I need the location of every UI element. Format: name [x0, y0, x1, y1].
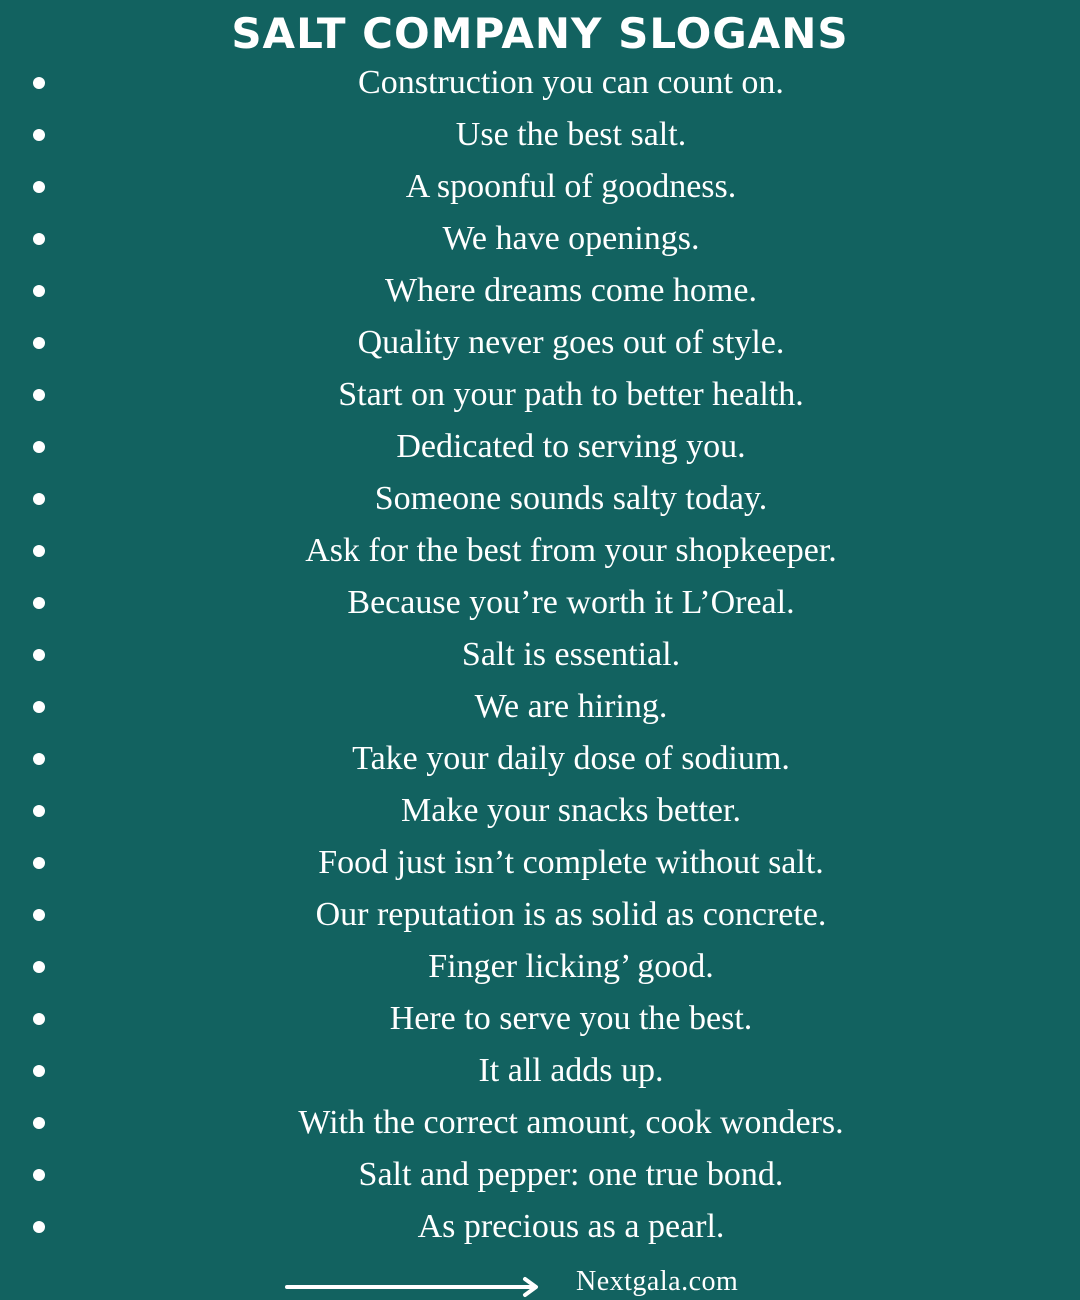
- list-item: [0, 421, 1080, 473]
- slogan-text: Start on your path to better health.: [338, 376, 804, 413]
- bullet-icon: [33, 909, 45, 921]
- list-item: [0, 525, 1080, 577]
- list-item: [0, 317, 1080, 369]
- bullet-icon: [33, 1221, 45, 1233]
- list-item: [0, 629, 1080, 681]
- bullet-icon: [33, 805, 45, 817]
- slogan-text: Make your snacks better.: [401, 792, 741, 829]
- list-item: [0, 1149, 1080, 1201]
- slogan-text: It all adds up.: [478, 1052, 664, 1089]
- list-item: [0, 265, 1080, 317]
- bullet-icon: [33, 389, 45, 401]
- list-item: [0, 213, 1080, 265]
- list-item: [0, 473, 1080, 525]
- slogan-text: We are hiring.: [474, 688, 668, 725]
- list-item: [0, 161, 1080, 213]
- bullet-icon: [33, 857, 45, 869]
- bullet-icon: [33, 961, 45, 973]
- slogan-text: Where dreams come home.: [385, 272, 757, 309]
- site-credit: Nextgala.com: [576, 1266, 739, 1297]
- slogan-text: Construction you can count on.: [358, 64, 784, 101]
- slogan-text: Ask for the best from your shopkeeper.: [305, 532, 837, 569]
- list-item: [0, 1201, 1080, 1253]
- list-item: [0, 1045, 1080, 1097]
- arrow-right-icon: [285, 1276, 541, 1298]
- list-item: [0, 733, 1080, 785]
- bullet-icon: [33, 1169, 45, 1181]
- slogan-text: Use the best salt.: [455, 116, 687, 153]
- page-title: SALT COMPANY SLOGANS: [231, 9, 849, 58]
- list-item: [0, 993, 1080, 1045]
- bullet-icon: [33, 233, 45, 245]
- bullet-icon: [33, 285, 45, 297]
- list-item: [0, 785, 1080, 837]
- list-item: [0, 369, 1080, 421]
- bullet-icon: [33, 1065, 45, 1077]
- list-item: [0, 1097, 1080, 1149]
- bullet-icon: [33, 753, 45, 765]
- slogan-text: Our reputation is as solid as concrete.: [315, 896, 827, 933]
- slogan-text: Someone sounds salty today.: [374, 480, 768, 517]
- slogan-text: We have openings.: [442, 220, 700, 257]
- bullet-icon: [33, 441, 45, 453]
- bullet-icon: [33, 129, 45, 141]
- slogan-text: Dedicated to serving you.: [396, 428, 746, 465]
- bullet-icon: [33, 545, 45, 557]
- list-item: [0, 889, 1080, 941]
- slogan-text: Finger licking’ good.: [428, 948, 714, 985]
- slogan-text: Because you’re worth it L’Oreal.: [347, 584, 795, 621]
- slogan-list: [0, 57, 1080, 1253]
- slogan-text: With the correct amount, cook wonders.: [298, 1104, 844, 1141]
- list-item: [0, 57, 1080, 109]
- slogan-text: Quality never goes out of style.: [357, 324, 785, 361]
- bullet-icon: [33, 701, 45, 713]
- bullet-icon: [33, 649, 45, 661]
- list-item: [0, 837, 1080, 889]
- list-item: [0, 109, 1080, 161]
- slogan-text: Take your daily dose of sodium.: [352, 740, 790, 777]
- bullet-icon: [33, 597, 45, 609]
- slogan-text: Food just isn’t complete without salt.: [318, 844, 824, 881]
- bullet-icon: [33, 493, 45, 505]
- bullet-icon: [33, 1117, 45, 1129]
- slogan-text: A spoonful of goodness.: [405, 168, 737, 205]
- list-item: [0, 577, 1080, 629]
- slogan-text: Salt is essential.: [461, 636, 681, 673]
- bullet-icon: [33, 77, 45, 89]
- list-item: [0, 941, 1080, 993]
- list-item: [0, 681, 1080, 733]
- bullet-icon: [33, 337, 45, 349]
- slogan-text: Salt and pepper: one true bond.: [358, 1156, 784, 1193]
- bullet-icon: [33, 181, 45, 193]
- slogan-text: Here to serve you the best.: [389, 1000, 753, 1037]
- bullet-icon: [33, 1013, 45, 1025]
- slogan-text: As precious as a pearl.: [417, 1208, 725, 1245]
